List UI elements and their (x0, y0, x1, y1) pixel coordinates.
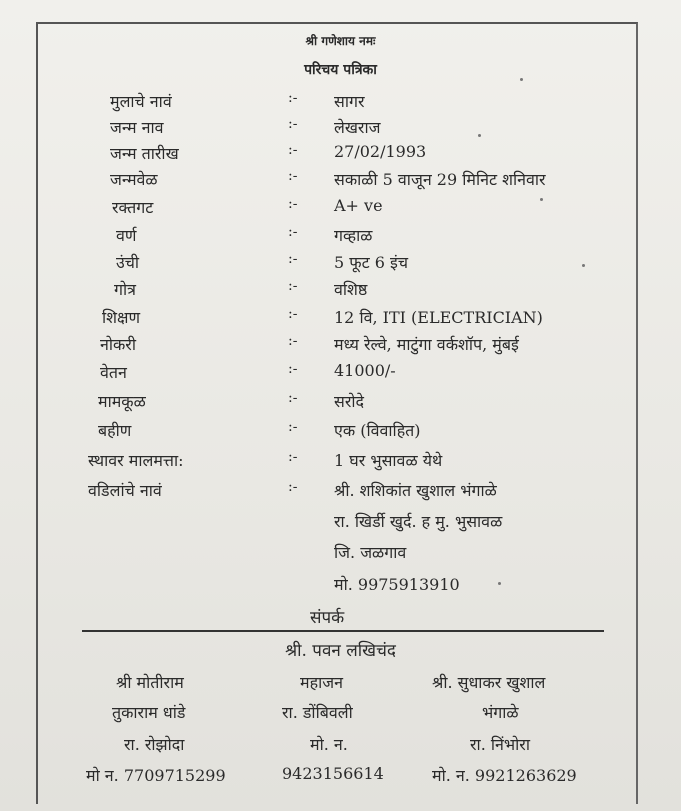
detail-label: उंची (116, 253, 140, 272)
detail-value: 5 फूट 6 इंच (334, 253, 409, 272)
detail-row-boy-name (0, 90, 681, 116)
contact-cell-middle: मो. न. (310, 735, 348, 754)
contact-cell-middle: 9423156614 (282, 764, 384, 783)
detail-separator: :- (288, 333, 298, 349)
detail-separator: :- (288, 390, 298, 406)
father-address-line: रा. खिर्डी खुर्द. ह मु. भुसावळ (334, 512, 503, 531)
father-address-district: जि. जळगाव (334, 543, 407, 562)
detail-value: श्री. शशिकांत खुशाल भंगाळे (334, 481, 497, 500)
detail-row-blood-group (0, 196, 681, 222)
detail-label: मामकूळ (98, 392, 146, 411)
detail-separator: :- (288, 251, 298, 267)
detail-label: वेतन (100, 363, 127, 382)
detail-row-education (0, 306, 681, 332)
detail-row-birth-date (0, 142, 681, 168)
contact-cell-left: श्री मोतीराम (116, 673, 184, 692)
invocation-text: श्री गणेशाय नमः (305, 34, 376, 48)
detail-separator: :- (288, 224, 298, 240)
contact-row (0, 701, 681, 727)
contact-cell-left: रा. रोझोदा (124, 735, 185, 754)
detail-value: 41000/- (334, 361, 396, 380)
detail-separator: :- (288, 419, 298, 435)
detail-label: शिक्षण (102, 308, 141, 327)
detail-separator: :- (288, 278, 298, 294)
detail-separator: :- (288, 196, 298, 212)
contact-cell-left: तुकाराम धांडे (112, 703, 186, 722)
contact-cell-right: श्री. सुधाकर खुशाल (432, 673, 546, 692)
detail-row-salary (0, 361, 681, 387)
detail-row-birth-time (0, 168, 681, 194)
detail-value: 1 घर भुसावळ येथे (334, 451, 443, 470)
detail-value: वशिष्ठ (334, 280, 368, 299)
detail-row-sister (0, 419, 681, 445)
detail-value: 27/02/1993 (334, 142, 427, 161)
detail-value: सरोदे (334, 392, 365, 411)
paper-speck (520, 78, 523, 81)
detail-separator: :- (288, 168, 298, 184)
detail-separator: :- (288, 479, 298, 495)
document-title: परिचय पत्रिका (304, 62, 377, 78)
detail-label: वडिलांचे नावं (88, 481, 162, 500)
contact-cell-middle: रा. डोंबिवली (282, 703, 353, 722)
detail-label: जन्म नाव (110, 118, 164, 137)
detail-row-gotra (0, 278, 681, 304)
detail-row-height (0, 251, 681, 277)
detail-separator: :- (288, 449, 298, 465)
detail-row-complexion (0, 224, 681, 250)
contact-cell-right: रा. निंभोरा (470, 735, 530, 754)
detail-label: जन्मवेळ (110, 170, 158, 189)
paper-speck (582, 264, 585, 267)
contact-cell-middle: महाजन (300, 673, 343, 692)
detail-value: A+ ve (334, 196, 383, 215)
detail-label: बहीण (98, 421, 132, 440)
detail-value: गव्हाळ (334, 226, 373, 245)
detail-value: एक (विवाहित) (334, 421, 421, 440)
paper-speck (478, 134, 481, 137)
detail-row-maternal-clan (0, 390, 681, 416)
detail-label: गोत्र (114, 280, 136, 299)
contact-divider (82, 630, 604, 632)
detail-separator: :- (288, 142, 298, 158)
contact-row (0, 733, 681, 759)
detail-value: सागर (334, 92, 365, 111)
detail-label: रक्तगट (112, 198, 154, 217)
detail-label: जन्म तारीख (110, 144, 179, 163)
detail-label: वर्ण (116, 226, 137, 245)
detail-label: मुलाचे नावं (110, 92, 172, 111)
detail-separator: :- (288, 306, 298, 322)
detail-value: सकाळी 5 वाजून 29 मिनिट शनिवार (334, 170, 546, 189)
contact-primary-name: श्री. पवन लखिचंद (285, 641, 396, 661)
contact-cell-right: भंगाळे (482, 703, 519, 722)
father-mobile: मो. 9975913910 (334, 575, 460, 594)
detail-separator: :- (288, 116, 298, 132)
detail-row-father-name (0, 479, 681, 505)
detail-label: नोकरी (100, 335, 137, 354)
detail-value: लेखराज (334, 118, 381, 137)
detail-row-job (0, 333, 681, 359)
detail-value: मध्य रेल्वे, माटुंगा वर्कशॉप, मुंबई (334, 335, 519, 354)
detail-row-property (0, 449, 681, 475)
contact-row (0, 764, 681, 790)
detail-separator: :- (288, 361, 298, 377)
detail-value: 12 वि, ITI (ELECTRICIAN) (334, 308, 543, 327)
detail-label: स्थावर मालमत्ता: (88, 451, 184, 470)
detail-row-birth-name (0, 116, 681, 142)
paper-speck (498, 582, 501, 585)
contact-heading: संपर्क (310, 608, 345, 628)
contact-row (0, 671, 681, 697)
contact-cell-right: मो. न. 9921263629 (432, 766, 577, 785)
contact-cell-left: मो न. 7709715299 (86, 766, 226, 785)
paper-speck (540, 198, 543, 201)
detail-separator: :- (288, 90, 298, 106)
